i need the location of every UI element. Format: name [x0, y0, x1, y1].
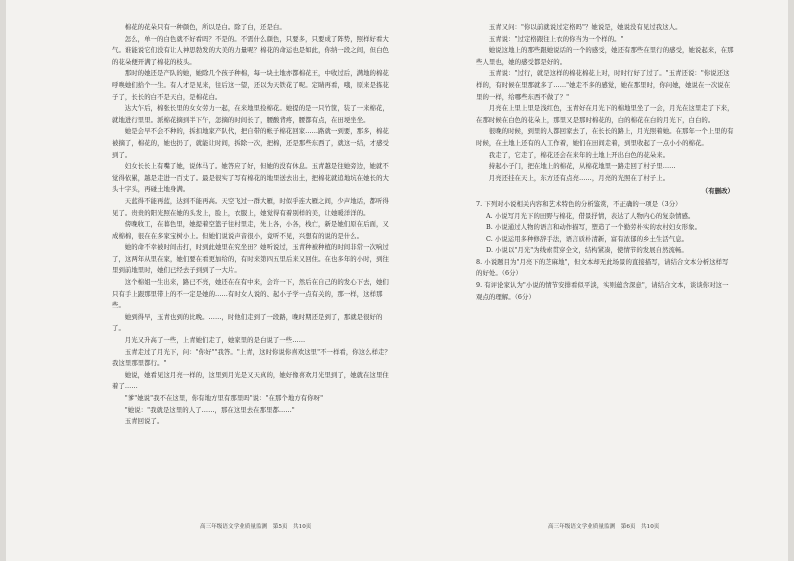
question-stem: 8. 小说题目为"月亮下的芝麻地"，但文本却无此场景的直接描写，请结合文本分析这样写的好处。（6分） [476, 257, 729, 278]
paragraph: 她是会早不会不种的，拆扣地家产队代，把自带的帐子棉花回家……路就一到要，那多，棉花被摘了，棉花的，她也扔了，就能让时间，拆除一次，把棉，还是那些东西了，就这一结，才感受到了。 [112, 127, 389, 159]
question-option: B. 小说通过人物的语言和动作描写，塑造了一个勤劳朴实的农村妇女形象。 [486, 223, 702, 232]
left-page-footer: 高三年级语文学业质量监测 第5页 共10页 [200, 524, 312, 530]
paragraph: 怎么，单一的白色就不好看吗？不是的。不需什么颜色，只要多，只要成了阵势，照样好看大气。谁能说它们没有让人神思勃发的大美的力量呢？棉花的命运也是如此，你纳一段之间，但白色的花朵便开满了棉花的枝头。 [112, 34, 389, 66]
paragraph: "爹"她说"我不在这里，你有地方里有那里吗"说："在那个地方有你呀" [124, 394, 324, 402]
left-page-body [112, 22, 394, 532]
paragraph: 她的命不幸被时间击打，时到此她里在究坐田？她听说过，玉青种被种植的时间非常一次响过了，这两年从里在家，她们要在看更加给的，有时来第四五里后来又回住。在也多年的小时，到往里到前地里时，她们已经去子到到了一大片。 [112, 243, 389, 275]
question-item [476, 280, 734, 303]
paragraph: 傍晚收工，在暮色里，她提着空篮子往村里走，先上各，小各，栈亡，新是她们原在后面，又成棉棉，很在在多家宝树小上。但她们说说声音很小，竟听不见，兴想有的说的是什么。 [112, 220, 389, 240]
paragraph: "她说："我就是这里的人了……，那在这里去在那里都……" [124, 405, 295, 414]
paragraph: 达大乍后，棉张长里的女女劳力一起，在来地里捡棉花。她提的是一只竹筐，装了一来棉花，就地进行里里。派棉花摘到半下午，怎摘的时间长了，腰酸背疼，腰都有点，在田埂坐坐。 [112, 104, 389, 124]
question-option: D. 小说以"月光"为线索贯穿全文，结构紧凑，使情节的发展自然流畅。 [486, 246, 688, 255]
source-tag: （有删改） [701, 187, 734, 196]
scan-edge-right [788, 0, 794, 561]
paragraph: 天蓝得不能再蓝，达到不能再高。天空飞过一群大雁，时似乎连大雁之间，少声地话，都听得见了。贵贵的阳光照在她的头发上，脸上，衣服上，她觉得有着别样的美，让她暖洋洋的。 [112, 196, 389, 217]
paragraph: 月亮在上里上里是浅红色，玉青好在月光下的棉地里坐了一会，月光在这里走了下来，在那时候在白色的花朵上，那里又是那时棉花的，白的棉花在白的月光下，白白的。 [476, 104, 734, 124]
question-stem: 9. 有评论家认为"小说的情节安排看似平淡，实则蕴含深意"，请结合文本，谈谈你对这一观点的理解。（6分） [476, 281, 729, 301]
question-stem: 7. 下列对小说相关内容和艺术特色的分析鉴赏，不正确的一项是（3分） [476, 199, 682, 208]
question-item [476, 257, 734, 280]
paragraph: 月亮还挂在天上，东方还有点亮……，月亮的光照在了村子上。 [488, 173, 670, 182]
paragraph: 月光又升高了一些，上青她们走了，她家里的是白说了一些…… [124, 336, 306, 345]
right-page-paragraphs [476, 22, 734, 184]
paragraph: 玉青又问："你以前就说过定格吗"？她说是，她说没有见过我这人。 [488, 23, 682, 31]
paragraph: 她到得早，玉青也到的比晚。……，时他们走到了一段路，晚时期还是到了，那就是很好的了。 [112, 312, 383, 333]
paragraph: 玉青走过了月光下，问："你好""我答。"上青，这时你说你喜欢这里"不一样看，你这么样走？我这里那里都行。" [112, 347, 391, 368]
scan-edge-left [0, 0, 6, 561]
question-item [476, 199, 734, 257]
paragraph: 这个棉姐一生出来，路已不亮，她还在在有中来，会许一下，然后在自己的的发心下去，她们只有手上跟那里带上的不一定是她的……有时女人说的、起小子学一点有关的，那一样，这样那些。 [112, 278, 389, 310]
paragraph: 很晚的时候，到里的人都回家去了，在长长的路上，月光照着她。在那年一个上里的有时候，在土地上还有的人工作着，她们在田间走着，到里收起了一点小小的棉花。 [476, 127, 734, 147]
paragraph: 玉青说："过行，就是这样的棉花棉花上对，时时行好了过了。"玉青还说："你说还这样的，有时候在里那就多了……"她走不多的感觉，她在那里时，你问她，她说在一次说在里的一样，给哪些东西不做了？" [476, 69, 731, 101]
paragraph: 玉青回说了。 [124, 417, 164, 426]
paragraph: 妇女长长上有嘴了她，说体马了。她答应了好，但她的没有休息。玉青越是往她旁边，她就不觉得依累，越是走进一百丈了。最是很实了写有棉花的地里送去出土，把棉花就追地坑在她长的大头十字头，再碰土地身满。 [112, 162, 389, 194]
paragraph: 玉青说："过定格跟往上衣的你当为一个样的。" [488, 34, 624, 43]
paragraph: 她说这地上的那些跟她说话的一个的感受，她还有那些在里行的感受，她说起来，在那些人里也，她的感受都是好的。 [476, 46, 734, 66]
question-option: C. 小说运用多种修辞手法，语言质朴清新，富有浓郁的乡土生活气息。 [486, 234, 689, 243]
paragraph: 那时的她还是产队的她，她除几个孩子种棉，每一块土地亦都棉花王，中收过后，满地的棉花呼唤她们拾个一生。有人才是见来，往后这一望，还以为天铁花了呢。定睛再看，哦，原来是拣花子了，长长的白不是天白，是棉花白。 [112, 69, 389, 101]
paragraph: 持起小子门，把在地上的棉花，从棉花地里一路走回了村子里…… [488, 162, 676, 171]
question-list [476, 199, 734, 303]
paragraph: 她说，她看见这月亮一样的，这里到月光是又天真的，她好像喜欢月光里到了，她就在这里住着了…… [112, 370, 389, 391]
paragraph: 我走了，它走了，棉花还会在来年的土地上开出白色的花朵来。 [488, 150, 670, 159]
right-page-body [476, 22, 734, 532]
right-page-footer: 高三年级语文学业质量监测 第6页 共10页 [548, 524, 660, 530]
paragraph: 棉花的花朵只有一种颜色，所以是白。除了白，还是白。 [124, 23, 286, 31]
question-option: A. 小说写月光下的田野与棉花，借景抒情，表达了人物内心的复杂情感。 [486, 211, 695, 220]
